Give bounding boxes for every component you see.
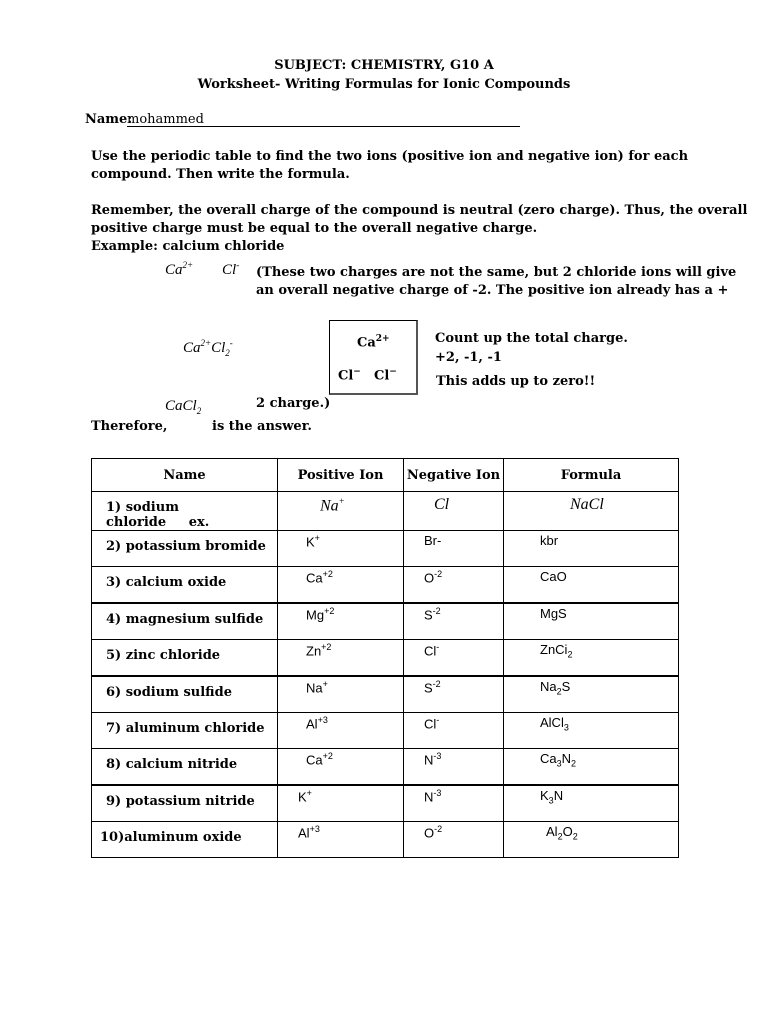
negative-ion-cell[interactable]: $S^{-2}$ — [404, 603, 504, 640]
box-ion-cl-1: Cl− — [338, 367, 361, 384]
ion-box — [329, 320, 418, 395]
compound-name: 6) sodium sulfide — [92, 676, 278, 713]
remember-line-2: positive charge must be equal to the overall negative charge. — [91, 221, 538, 236]
positive-ion-cell[interactable]: Na+ — [278, 492, 404, 531]
ionic-compounds-table — [91, 458, 679, 858]
example-label: Example: calcium chloride — [91, 239, 285, 254]
negative-ion-cell[interactable]: Cl — [404, 492, 504, 531]
formula-cell[interactable]: $Na_2S$ — [504, 676, 679, 713]
header-name: Name — [92, 459, 278, 492]
positive-ion-cell[interactable]: $Al^{+3}$ — [278, 713, 404, 749]
table-row — [92, 785, 679, 822]
worksheet-subject: SUBJECT: CHEMISTRY, G10 A — [274, 58, 494, 73]
worksheet-title: Worksheet- Writing Formulas for Ionic Compounds — [197, 77, 571, 92]
compound-name: 7) aluminum chloride — [92, 713, 278, 749]
example-combined-formula: $Ca^{2+}Cl_2^-$ — [183, 338, 233, 358]
negative-ion-cell[interactable]: Br- — [404, 531, 504, 567]
box-ion-ca: $Ca^{2+}$ — [357, 334, 390, 351]
name-underline — [127, 126, 520, 127]
example-note-3: 2 charge.) — [256, 396, 331, 411]
example-note-2: an overall negative charge of -2. The positive ion already has a + — [256, 283, 729, 298]
instruction-line-1: Use the periodic table to find the two ions (positive ion and negative ion) for each — [91, 149, 689, 164]
instruction-line-2: compound. Then write the formula. — [91, 167, 350, 182]
answer-label: is the answer. — [212, 419, 312, 434]
formula-cell[interactable]: NaCl — [504, 492, 679, 531]
count-line-2: +2, -1, -1 — [435, 350, 502, 365]
compound-name: 10)aluminum oxide — [92, 822, 278, 858]
table-row — [92, 531, 679, 567]
table-row — [92, 676, 679, 713]
compound-name: 3) calcium oxide — [92, 567, 278, 604]
negative-ion-cell[interactable]: $S^{-2}$ — [404, 676, 504, 713]
example-ion-cl: Cl- — [222, 260, 240, 278]
negative-ion-cell[interactable]: $N^{-3}$ — [404, 785, 504, 822]
positive-ion-cell[interactable]: K+ — [278, 785, 404, 822]
name-value[interactable]: mohammed — [127, 112, 204, 127]
negative-ion-cell[interactable]: $O^{-2}$ — [404, 822, 504, 858]
formula-cell[interactable]: kbr — [504, 531, 679, 567]
count-line-3: This adds up to zero!! — [436, 374, 596, 389]
formula-cell[interactable]: $K_3N$ — [504, 785, 679, 822]
example-note-1: (These two charges are not the same, but 2 chloride ions will give — [256, 265, 737, 280]
positive-ion-cell[interactable]: $Zn^{+2}$ — [278, 640, 404, 677]
positive-ion-cell[interactable]: Na+ — [278, 676, 404, 713]
compound-name: 1) sodium chloride ex. — [92, 492, 278, 531]
formula-cell[interactable]: AlCl$_3$ — [504, 713, 679, 749]
formula-cell[interactable]: MgS — [504, 603, 679, 640]
table-row — [92, 749, 679, 786]
table-row — [92, 492, 679, 531]
header-formula: Formula — [504, 459, 679, 492]
box-ion-cl-2: Cl− — [374, 367, 397, 384]
therefore-label: Therefore, — [91, 419, 168, 434]
remember-line-1: Remember, the overall charge of the compound is neutral (zero charge). Thus, the overall — [91, 203, 748, 218]
example-ion-ca: $Ca^{2+}$ — [165, 260, 194, 278]
positive-ion-cell[interactable]: $Ca^{+2}$ — [278, 749, 404, 786]
table-row — [92, 822, 679, 858]
name-label: Name: — [85, 112, 133, 127]
positive-ion-cell[interactable]: K+ — [278, 531, 404, 567]
negative-ion-cell[interactable]: Cl- — [404, 713, 504, 749]
table-row — [92, 603, 679, 640]
compound-name: 8) calcium nitride — [92, 749, 278, 786]
compound-name: 5) zinc chloride — [92, 640, 278, 677]
table-row — [92, 567, 679, 604]
compound-name: 9) potassium nitride — [92, 785, 278, 822]
compound-name: 2) potassium bromide — [92, 531, 278, 567]
table-row — [92, 640, 679, 677]
formula-cell[interactable]: $Ca_3N_2$ — [504, 749, 679, 786]
formula-cell[interactable]: $Al_2O_2$ — [504, 822, 679, 858]
table-header-row — [92, 459, 679, 492]
compound-name: 4) magnesium sulfide — [92, 603, 278, 640]
negative-ion-cell[interactable]: $N^{-3}$ — [404, 749, 504, 786]
negative-ion-cell[interactable]: Cl- — [404, 640, 504, 677]
count-line-1: Count up the total charge. — [435, 331, 628, 346]
table-row — [92, 713, 679, 749]
formula-cell[interactable]: ZnCi$_2$ — [504, 640, 679, 677]
positive-ion-cell[interactable]: $Al^{+3}$ — [278, 822, 404, 858]
positive-ion-cell[interactable]: $Mg^{+2}$ — [278, 603, 404, 640]
header-negative-ion: Negative Ion — [404, 459, 504, 492]
negative-ion-cell[interactable]: $O^{-2}$ — [404, 567, 504, 604]
example-final-formula: CaCl$_2$ — [165, 398, 202, 416]
formula-cell[interactable]: CaO — [504, 567, 679, 604]
header-positive-ion: Positive Ion — [278, 459, 404, 492]
positive-ion-cell[interactable]: $Ca^{+2}$ — [278, 567, 404, 604]
